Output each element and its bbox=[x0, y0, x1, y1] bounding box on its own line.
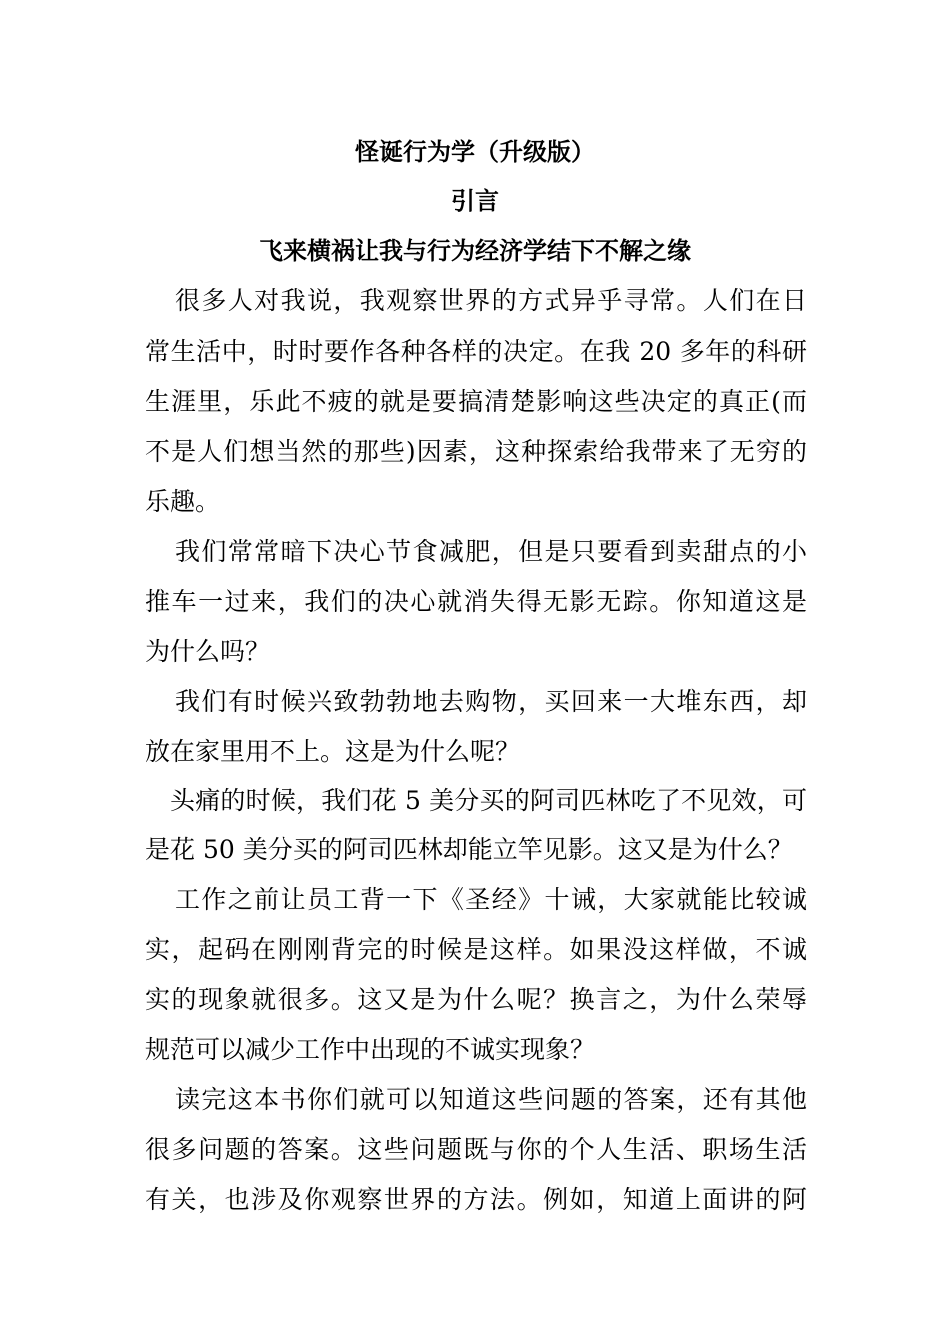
paragraph-line: 常生活中，时时要作各种各样的决定。在我 20 多年的科研 bbox=[145, 337, 807, 366]
paragraph-line: 很多问题的答案。这些问题既与你的个人生活、职场生活 bbox=[145, 1135, 807, 1164]
paragraph-line: 我们有时候兴致勃勃地去购物，买回来一大堆东西，却 bbox=[175, 687, 807, 716]
paragraph-line: 为什么吗？ bbox=[145, 637, 271, 666]
paragraph-line: 实的现象就很多。这又是为什么呢？换言之，为什么荣辱 bbox=[145, 985, 807, 1014]
chapter-title: 引言 bbox=[451, 187, 499, 215]
paragraph-line: 实，起码在刚刚背完的时候是这样。如果没这样做，不诚 bbox=[145, 935, 807, 964]
paragraph-line: 放在家里用不上。这是为什么呢？ bbox=[145, 737, 521, 766]
paragraph-line: 很多人对我说，我观察世界的方式异乎寻常。人们在日 bbox=[175, 286, 807, 315]
paragraph-line: 生涯里，乐此不疲的就是要搞清楚影响这些决定的真正(而 bbox=[145, 387, 807, 416]
section-title: 飞来横祸让我与行为经济学结下不解之缘 bbox=[259, 237, 691, 265]
paragraph-line: 读完这本书你们就可以知道这些问题的答案，还有其他 bbox=[175, 1085, 807, 1114]
paragraph-line: 推车一过来，我们的决心就消失得无影无踪。你知道这是 bbox=[145, 587, 807, 616]
paragraph-line: 我们常常暗下决心节食减肥，但是只要看到卖甜点的小 bbox=[175, 537, 807, 566]
paragraph-line: 乐趣。 bbox=[145, 487, 221, 516]
paragraph-line: 工作之前让员工背一下《圣经》十诫，大家就能比较诚 bbox=[175, 885, 807, 914]
paragraph-line: 是花 50 美分买的阿司匹林却能立竿见影。这又是为什么？ bbox=[145, 835, 793, 864]
paragraph-line: 头痛的时候，我们花 5 美分买的阿司匹林吃了不见效，可 bbox=[170, 786, 807, 815]
paragraph-line: 规范可以减少工作中出现的不诚实现象？ bbox=[145, 1035, 596, 1064]
paragraph-line: 有关，也涉及你观察世界的方法。例如，知道上面讲的阿 bbox=[145, 1185, 807, 1214]
paragraph-line: 不是人们想当然的那些)因素，这种探索给我带来了无穷的 bbox=[145, 437, 807, 466]
book-title: 怪诞行为学（升级版） bbox=[355, 138, 595, 166]
